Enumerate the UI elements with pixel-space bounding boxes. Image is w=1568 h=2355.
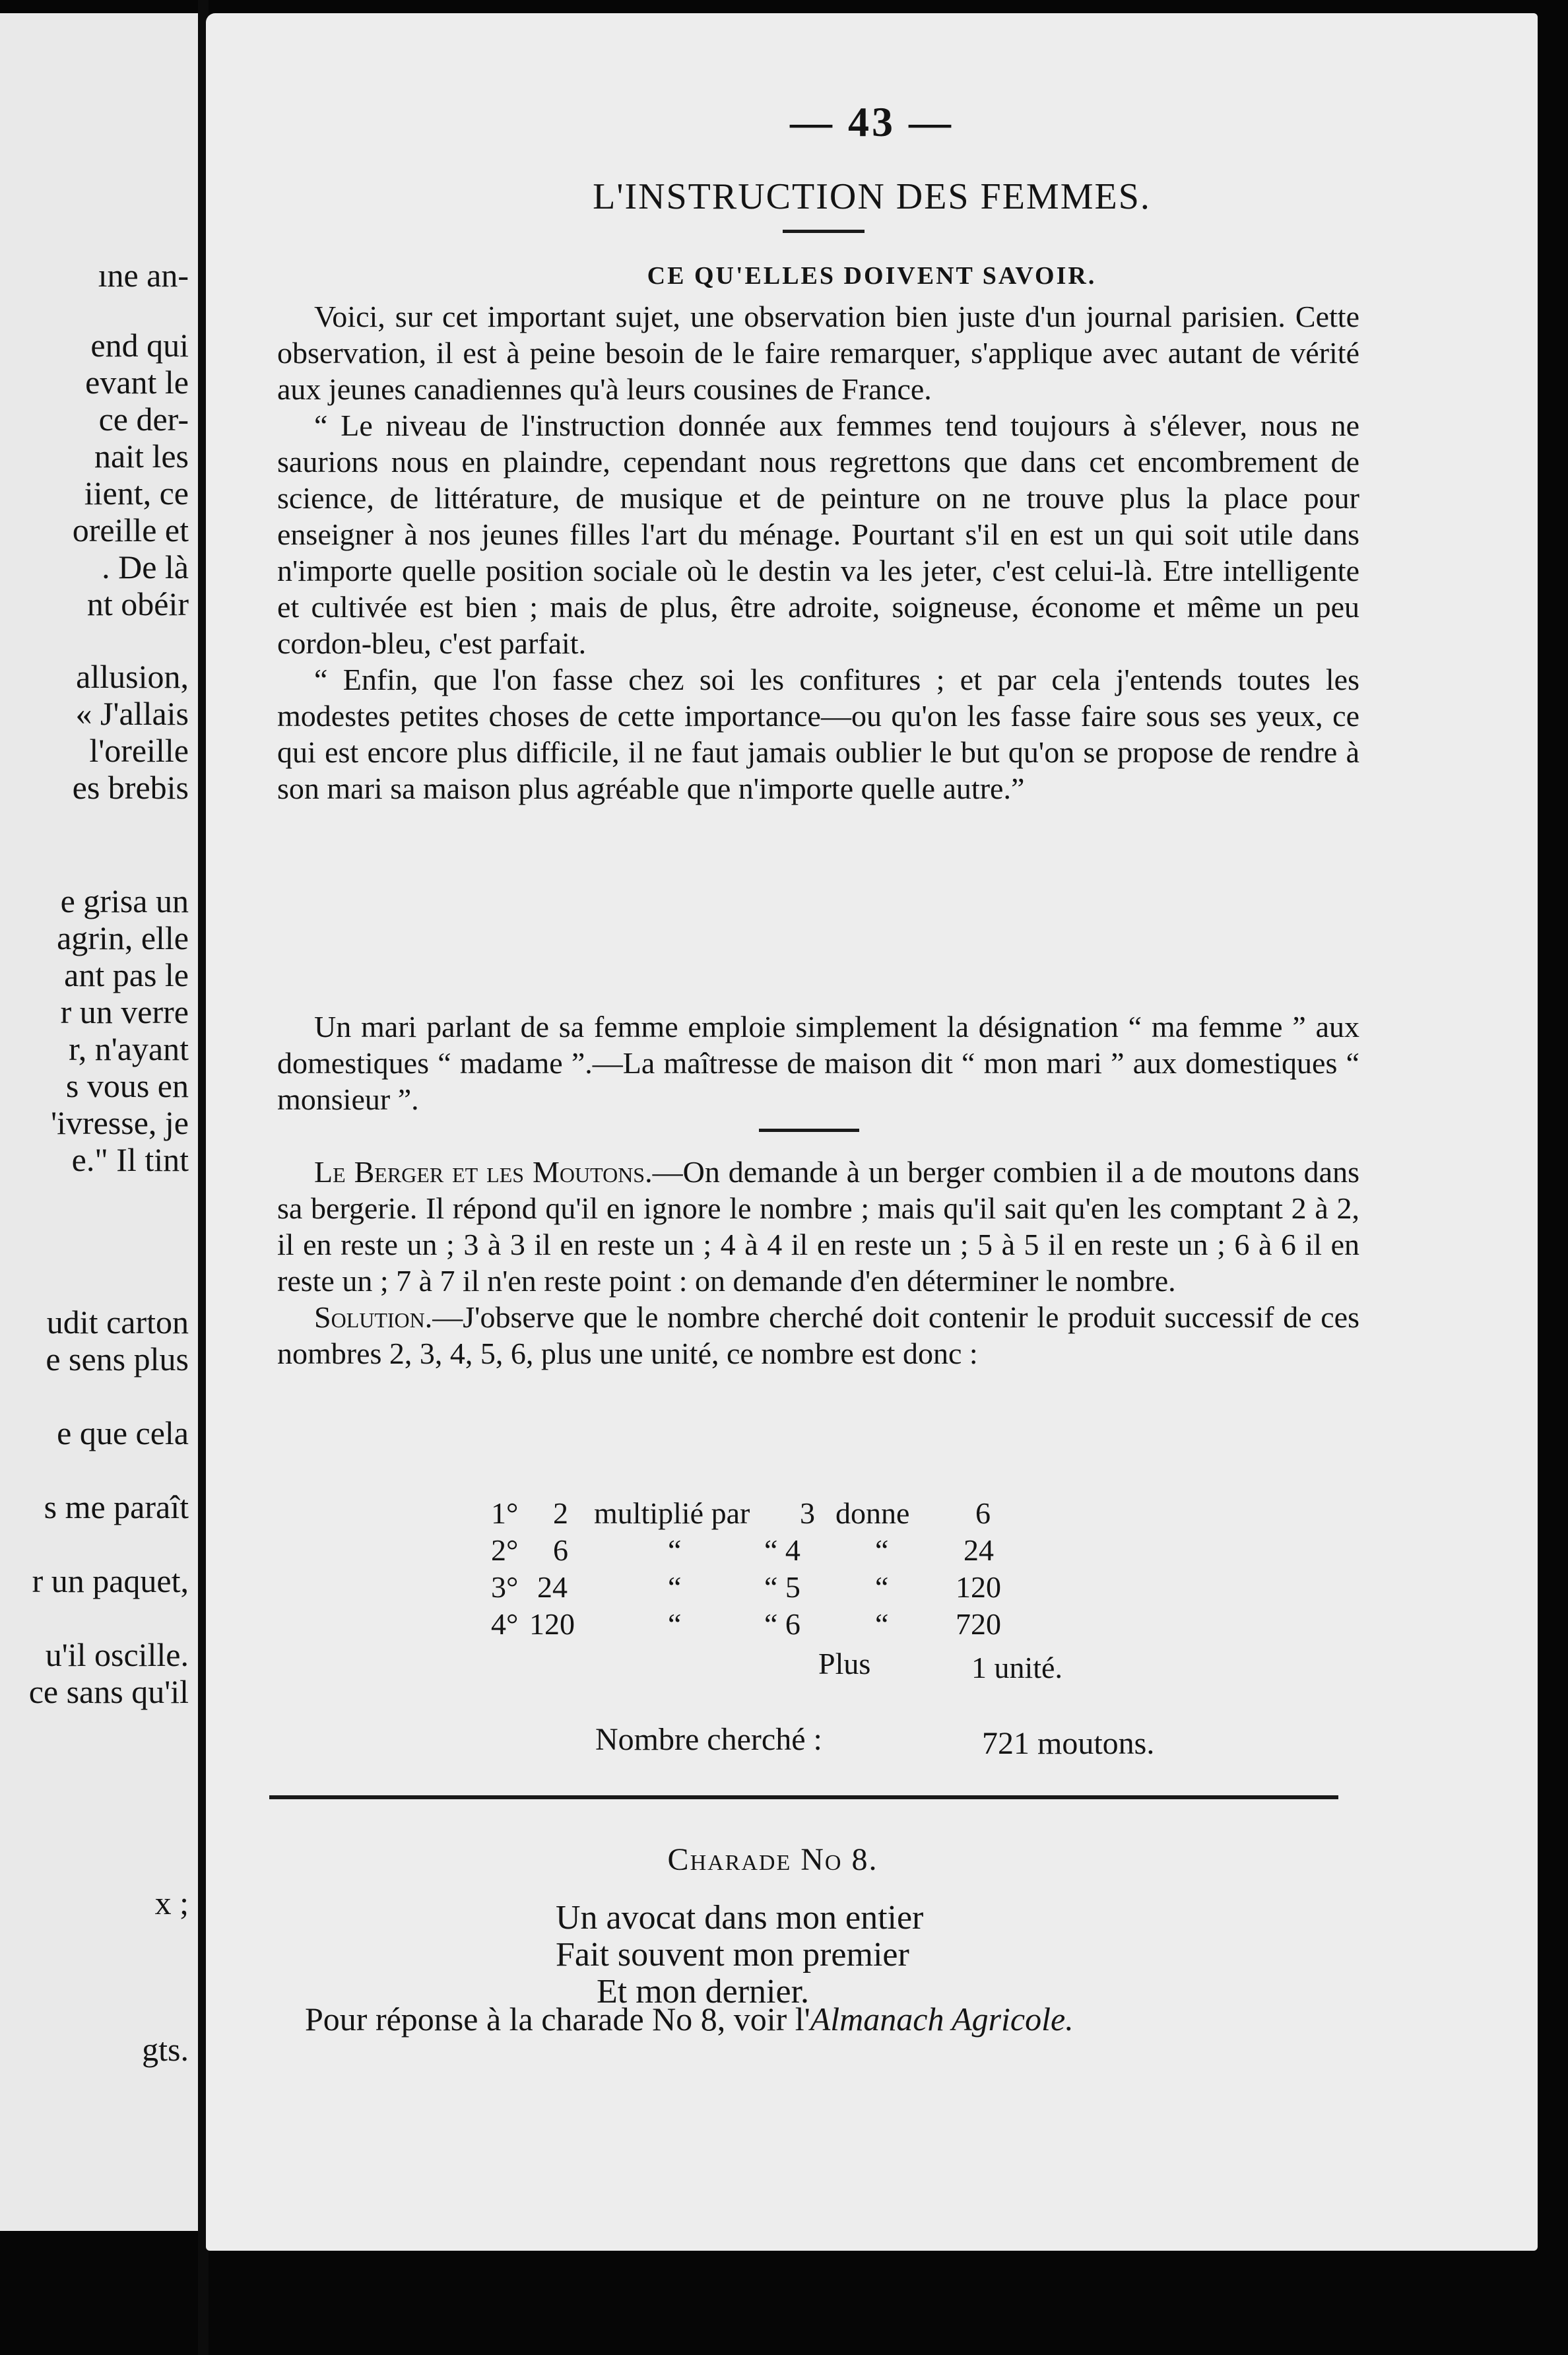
- left-line: e." Il tint: [71, 1141, 189, 1178]
- calc-mid: “: [668, 1533, 682, 1567]
- calc-mid: multiplié par: [594, 1496, 750, 1530]
- puzzle-heading: Le Berger et les Moutons.: [314, 1155, 653, 1189]
- charade-answer: [305, 2000, 1074, 2038]
- left-line: nt obéir: [86, 585, 189, 622]
- calc-b: “ 5: [764, 1570, 800, 1604]
- puzzle-statement: [277, 1154, 1359, 1299]
- left-line: r un verre: [60, 993, 189, 1030]
- left-line: u'il oscille.: [45, 1636, 189, 1673]
- article-subtitle: CE QU'ELLES DOIVENT SAVOIR.: [647, 262, 1097, 290]
- calc-ordinal: 2°: [491, 1533, 519, 1567]
- left-line: s vous en: [65, 1067, 189, 1104]
- left-line: « J'allais: [75, 695, 189, 732]
- charade-line: Et mon dernier.: [597, 1973, 810, 2010]
- left-line: end qui: [90, 327, 189, 364]
- left-line: iient, ce: [84, 475, 189, 512]
- title-rule: [783, 230, 865, 233]
- calc-b: “ 6: [764, 1607, 800, 1641]
- section-rule: [759, 1129, 859, 1132]
- left-line: x ;: [154, 1884, 189, 1921]
- left-line: e grisa un: [60, 882, 189, 919]
- paragraph: “ Le niveau de l'instruction donnée aux femmes tend toujours à s'élever, nous ne saurions nous en plaindre, cependant nous regrettons que dans cet encombrement de science, de littérature, de musique et de peinture on ne trouve plus la place pour enseigner à nos jeunes filles l'art du ménage. Pourtant s'il en est un qui soit utile dans n'importe quelle position sociale où le destin va les jeter, c'est celui-là. Etre intelligente et cultivée est bien ; mais de plus, être adroite, soigneuse, économe et même un peu cordon-bleu, c'est parfait.: [277, 409, 1359, 660]
- left-line: e que cela: [57, 1414, 189, 1451]
- left-line: e sens plus: [46, 1341, 189, 1377]
- left-line: nait les: [94, 438, 189, 475]
- puzzle-section: [277, 1154, 1359, 1372]
- calc-result: 6: [975, 1496, 991, 1530]
- puzzle-text: —On demande à un berger combien il a de moutons dans sa bergerie. Il répond qu'il en ignore le nombre ; mais qu'il sait qu'en les comptant 2 à 2, il en reste un ; 3 à 3 il en reste un ; 4 à 4 il en reste un ; 5 à 5 il en reste un ; 6 à 6 il en reste un ; 7 à 7 il n'en reste point : on demande d'en déterminer le nombre.: [277, 1155, 1359, 1298]
- left-line: ce der-: [98, 401, 189, 438]
- plus-label: Plus: [818, 1647, 871, 1680]
- calc-op: “: [875, 1533, 889, 1567]
- left-line: allusion,: [76, 658, 189, 695]
- calc-op: “: [875, 1570, 889, 1604]
- answer-reference: Almanach Agricole.: [810, 2001, 1074, 2038]
- result-label: Nombre cherché :: [595, 1722, 822, 1757]
- charade-title: Charade No 8.: [667, 1842, 878, 1877]
- calc-a: 120: [529, 1607, 575, 1641]
- charade-line: Fait souvent mon premier: [556, 1936, 909, 1974]
- calc-result: 120: [956, 1570, 1001, 1604]
- paragraph: “ Enfin, que l'on fasse chez soi les confitures ; et par cela j'entends toutes les modestes petites choses de cette importance—ou qu'on les fasse faire sous ses yeux, ce qui est encore plus difficile, il ne faut jamais oublier le but qu'on se propose de rendre à son mari sa maison plus agréable que n'importe quelle autre.”: [277, 663, 1359, 805]
- calc-a: 24: [537, 1570, 568, 1604]
- calc-result: 24: [964, 1533, 994, 1567]
- husband-note: [277, 1009, 1359, 1117]
- calc-ordinal: 1°: [491, 1496, 519, 1530]
- calc-result: 720: [956, 1607, 1001, 1641]
- calc-ordinal: 4°: [491, 1607, 519, 1641]
- left-line: gts.: [142, 2031, 189, 2068]
- calc-mid: “: [668, 1570, 682, 1604]
- page-sheet: [206, 13, 1538, 2251]
- calc-a: 2: [553, 1496, 568, 1530]
- left-line: evant le: [85, 364, 189, 401]
- left-line: es brebis: [72, 769, 189, 806]
- solution-text: —J'observe que le nombre cherché doit contenir le produit successif de ces nombres 2, 3, 4, 5, 6, plus une unité, ce nombre est donc :: [277, 1300, 1359, 1370]
- left-line: 'ivresse, je: [51, 1104, 189, 1141]
- result-value: 721 moutons.: [982, 1726, 1155, 1761]
- calc-ordinal: 3°: [491, 1570, 519, 1604]
- paragraph: Voici, sur cet important sujet, une observation bien juste d'un journal parisien. Cette observation, il est à peine besoin de le faire remarquer, s'applique avec autant de vérité aux jeunes canadiennes qu'à leurs cousines de France.: [277, 300, 1359, 406]
- calc-a: 6: [553, 1533, 568, 1567]
- answer-prefix: Pour réponse à la charade No 8, voir l': [305, 2001, 810, 2038]
- left-line: agrin, elle: [57, 919, 189, 956]
- left-line: . De là: [102, 548, 189, 585]
- left-line: ıne an-: [98, 257, 189, 294]
- previous-page-fragment: [0, 13, 205, 2231]
- page-number: — 43 —: [790, 98, 954, 145]
- article-title: L'INSTRUCTION DES FEMMES.: [593, 176, 1151, 217]
- calc-mid: “: [668, 1607, 682, 1641]
- article-body: [277, 298, 1359, 807]
- plus-value: 1 unité.: [971, 1651, 1062, 1684]
- section-divider: [269, 1795, 1338, 1799]
- left-line: r un paquet,: [32, 1562, 189, 1599]
- left-line: r, n'ayant: [69, 1030, 189, 1067]
- calc-op: “: [875, 1607, 889, 1641]
- calc-op: donne: [835, 1496, 910, 1530]
- solution-statement: [277, 1299, 1359, 1372]
- left-line: ce sans qu'il: [28, 1673, 189, 1710]
- left-line: ant pas le: [64, 956, 189, 993]
- charade-line: Un avocat dans mon entier: [556, 1899, 924, 1937]
- solution-label: Solution.: [314, 1300, 433, 1334]
- calc-b: “ 4: [764, 1533, 800, 1567]
- left-line: s me paraît: [44, 1488, 189, 1525]
- calc-b: 3: [800, 1496, 815, 1530]
- left-line: udit carton: [46, 1304, 189, 1341]
- left-line: l'oreille: [89, 732, 189, 769]
- left-line: oreille et: [72, 512, 189, 548]
- paragraph: Un mari parlant de sa femme emploie simplement la désignation “ ma femme ” aux domestiques “ madame ”.—La maîtresse de maison dit “ mon mari ” aux domestiques “ monsieur ”.: [277, 1010, 1359, 1116]
- page-43: [206, 13, 1538, 2251]
